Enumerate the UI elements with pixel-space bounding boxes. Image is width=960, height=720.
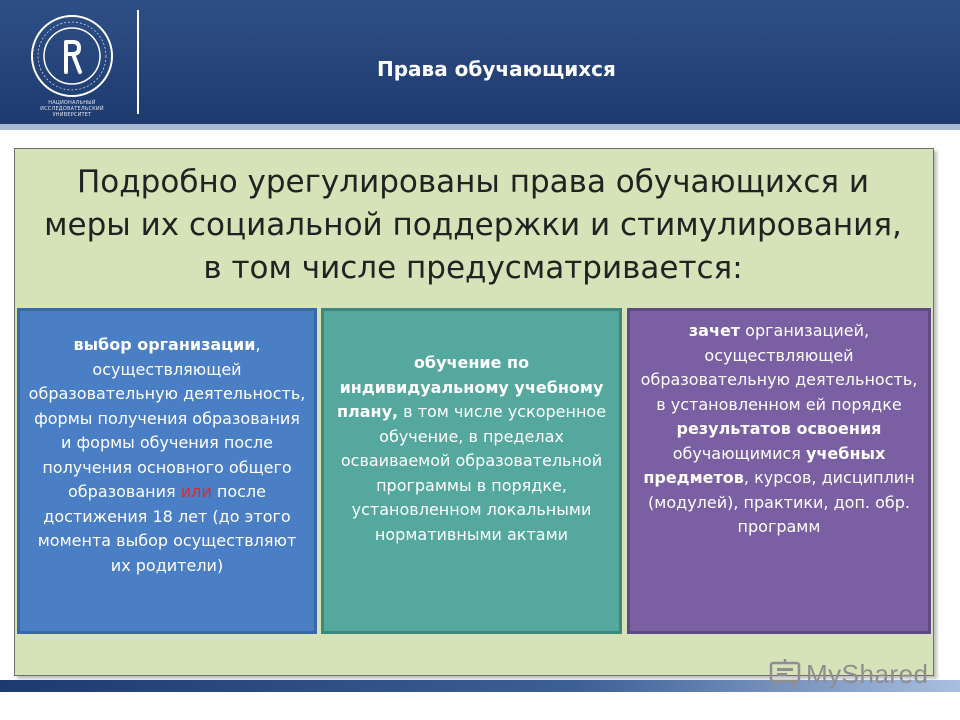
card-3-text: зачет организацией, осуществляющей образовательную деятельность, в установленном ей порядке результатов освоения обучающимися учебных предметов, курсов, дисциплин (модулей), практики, доп. обр. программ (640, 321, 918, 536)
header-divider (137, 10, 139, 114)
card-2-text: обучение по индивидуальному учебному плану, в том числе ускоренное обучение, в пределах осваиваемой образовательной программы в порядке, установленном локальными нормативными актами (336, 353, 607, 544)
logo-caption: НАЦИОНАЛЬНЫЙ ИССЛЕДОВАТЕЛЬСКИЙ УНИВЕРСИТЕТ (40, 100, 104, 118)
intro-text: Подробно урегулированы права обучающихся и меры их социальной поддержки и стимулирования, в том числе предусматривается: (44, 164, 902, 286)
card-credit-results (627, 308, 931, 634)
presentation-icon (768, 657, 802, 691)
card-individual-plan (321, 308, 622, 634)
header-accent-line (0, 124, 960, 130)
card-choice-of-organization (17, 308, 317, 634)
watermark-text: MyShared (806, 658, 929, 689)
watermark (768, 656, 929, 692)
hse-logo-icon (30, 14, 114, 98)
slide-title: Права обучающихся (377, 57, 616, 81)
card-1-text: выбор организации, осуществляющей образовательную деятельность, формы получения образования и формы обучения после получения основного общего образования или после достижения 18 лет (до этого момента выбор осуществляют их родители) (28, 335, 306, 575)
